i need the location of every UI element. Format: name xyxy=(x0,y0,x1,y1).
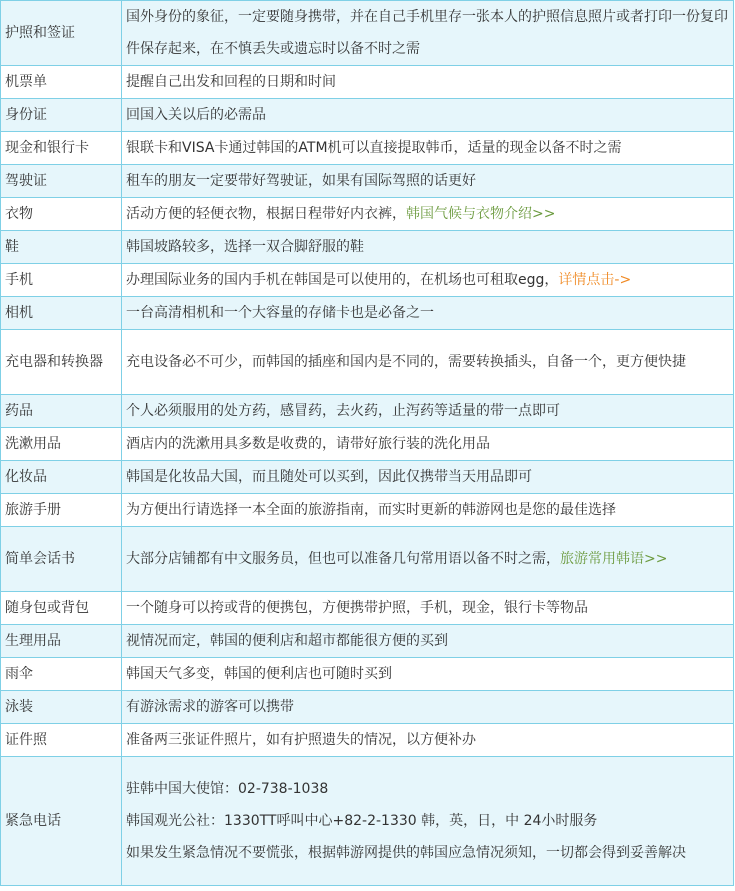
item-description: 有游泳需求的游客可以携带 xyxy=(122,691,734,724)
phone-details-link[interactable]: 详情点击-> xyxy=(558,272,632,288)
item-description: 韩国是化妆品大国，而且随处可以买到，因此仅携带当天用品即可 xyxy=(122,461,734,494)
embassy-phone-line: 驻韩中国大使馆：02-738-1038 xyxy=(126,781,329,797)
table-row xyxy=(1,592,734,625)
table-row xyxy=(1,691,734,724)
emergency-advice-line: 如果发生紧急情况不要慌张，根据韩游网提供的韩国应急情况须知，一切都会得到妥善解决 xyxy=(126,845,686,861)
item-name: 泳装 xyxy=(1,691,122,724)
item-description: 韩国坡路较多，选择一双合脚舒服的鞋 xyxy=(122,231,734,264)
item-description: 韩国天气多变，韩国的便利店也可随时买到 xyxy=(122,658,734,691)
item-name: 旅游手册 xyxy=(1,494,122,527)
table-row xyxy=(1,428,734,461)
item-description: 充电设备必不可少，而韩国的插座和国内是不同的，需要转换插头，自备一个，更方便快捷 xyxy=(122,330,734,395)
item-description: 准备两三张证件照片，如有护照遗失的情况，以方便补办 xyxy=(122,724,734,757)
item-name: 衣物 xyxy=(1,198,122,231)
table-row xyxy=(1,297,734,330)
table-row xyxy=(1,66,734,99)
item-name: 驾驶证 xyxy=(1,165,122,198)
item-name: 化妆品 xyxy=(1,461,122,494)
item-description-text: 活动方便的轻便衣物，根据日程带好内衣裤， xyxy=(126,206,406,222)
table-row xyxy=(1,395,734,428)
item-name: 证件照 xyxy=(1,724,122,757)
item-name: 生理用品 xyxy=(1,625,122,658)
item-name: 护照和签证 xyxy=(1,1,122,66)
item-name: 充电器和转换器 xyxy=(1,330,122,395)
item-name: 机票单 xyxy=(1,66,122,99)
item-description xyxy=(122,527,734,592)
table-row xyxy=(1,724,734,757)
table-row xyxy=(1,494,734,527)
table-row xyxy=(1,264,734,297)
item-description: 银联卡和VISA卡通过韩国的ATM机可以直接提取韩币，适量的现金以备不时之需 xyxy=(122,132,734,165)
table-row xyxy=(1,757,734,886)
item-description: 国外身份的象征，一定要随身携带，并在自己手机里存一张本人的护照信息照片或者打印一份复印件保存起来，在不慎丢失或遗忘时以备不时之需 xyxy=(122,1,734,66)
table-row xyxy=(1,658,734,691)
table-row xyxy=(1,132,734,165)
tourism-hotline-line: 韩国观光公社：1330TT呼叫中心+82-2-1330 韩，英，日，中 24小时服务 xyxy=(126,813,598,829)
item-name: 雨伞 xyxy=(1,658,122,691)
table-row xyxy=(1,1,734,66)
item-name: 简单会话书 xyxy=(1,527,122,592)
table-row xyxy=(1,165,734,198)
item-description: 租车的朋友一定要带好驾驶证，如果有国际驾照的话更好 xyxy=(122,165,734,198)
item-description: 酒店内的洗漱用具多数是收费的，请带好旅行装的洗化用品 xyxy=(122,428,734,461)
item-description xyxy=(122,264,734,297)
table-row xyxy=(1,231,734,264)
item-name: 身份证 xyxy=(1,99,122,132)
item-name: 药品 xyxy=(1,395,122,428)
item-description: 为方便出行请选择一本全面的旅游指南，而实时更新的韩游网也是您的最佳选择 xyxy=(122,494,734,527)
item-description: 个人必须服用的处方药，感冒药，去火药，止泻药等适量的带一点即可 xyxy=(122,395,734,428)
item-name: 鞋 xyxy=(1,231,122,264)
table-row xyxy=(1,330,734,395)
item-description: 一台高清相机和一个大容量的存储卡也是必备之一 xyxy=(122,297,734,330)
item-description: 一个随身可以挎或背的便携包，方便携带护照，手机，现金，银行卡等物品 xyxy=(122,592,734,625)
item-description-text: 办理国际业务的国内手机在韩国是可以使用的，在机场也可租取egg， xyxy=(126,272,559,288)
item-description-text: 大部分店铺都有中文服务员，但也可以准备几句常用语以备不时之需， xyxy=(126,551,560,567)
item-description xyxy=(122,757,734,886)
item-name: 随身包或背包 xyxy=(1,592,122,625)
table-row xyxy=(1,198,734,231)
item-name: 手机 xyxy=(1,264,122,297)
table-row xyxy=(1,99,734,132)
item-description: 回国入关以后的必需品 xyxy=(122,99,734,132)
item-name: 洗漱用品 xyxy=(1,428,122,461)
item-name: 紧急电话 xyxy=(1,757,122,886)
table-row xyxy=(1,527,734,592)
climate-clothing-link[interactable]: 韩国气候与衣物介绍>> xyxy=(406,206,556,222)
item-name: 相机 xyxy=(1,297,122,330)
korean-phrases-link[interactable]: 旅游常用韩语>> xyxy=(560,551,668,567)
table-row xyxy=(1,461,734,494)
item-description: 提醒自己出发和回程的日期和时间 xyxy=(122,66,734,99)
table-row xyxy=(1,625,734,658)
item-description: 视情况而定，韩国的便利店和超市都能很方便的买到 xyxy=(122,625,734,658)
item-name: 现金和银行卡 xyxy=(1,132,122,165)
item-description xyxy=(122,198,734,231)
